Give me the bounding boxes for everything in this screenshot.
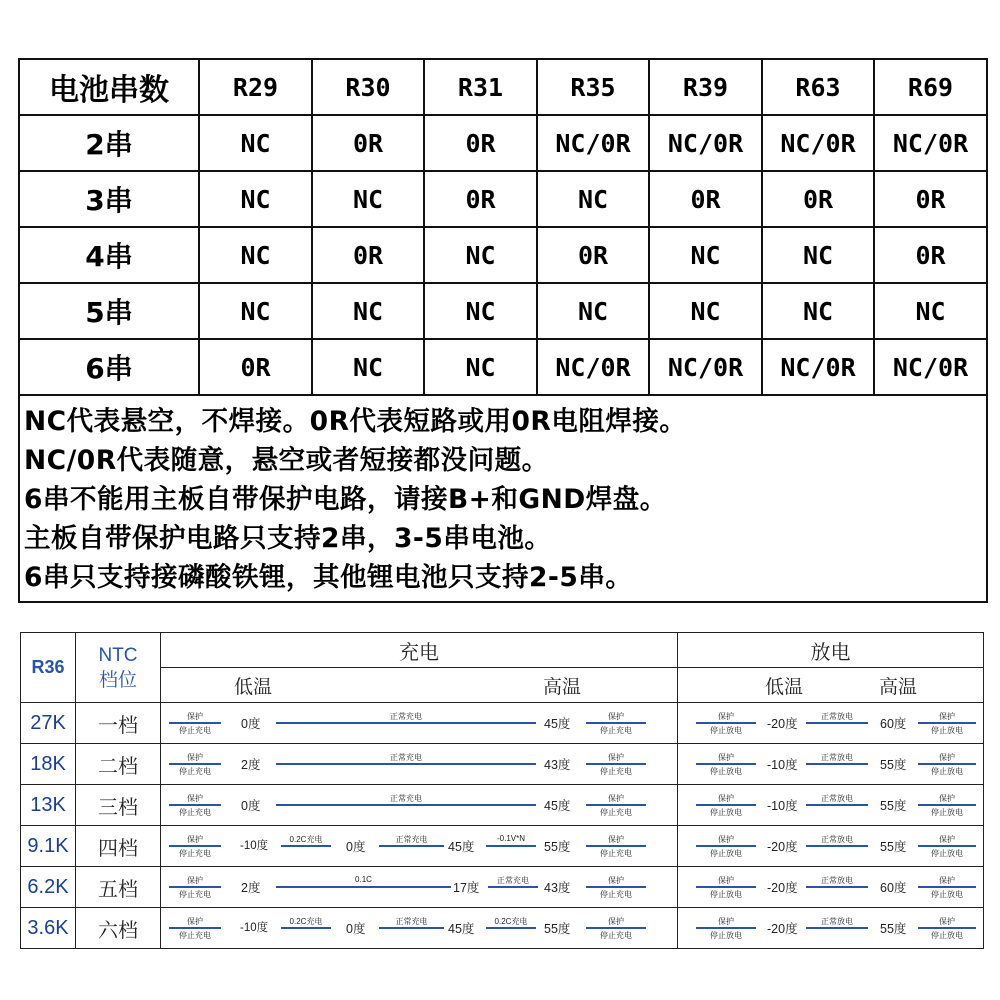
charge-protect-low-line — [169, 804, 221, 806]
table-cell: 0R — [649, 171, 762, 227]
charge-protect-high-sublabel: 停止充电 — [600, 726, 632, 735]
table-cell: NC/0R — [762, 115, 874, 171]
table-row — [19, 283, 987, 339]
charge-normal-line — [276, 722, 536, 724]
charge-slow-high — [486, 826, 536, 866]
table-cell: NC — [199, 171, 312, 227]
discharge-protect-low — [696, 744, 756, 784]
discharge-normal-line — [806, 722, 868, 724]
charge-protect-low-sublabel: 停止充电 — [179, 890, 211, 899]
table-cell: NC/0R — [874, 339, 987, 395]
discharge-normal-line — [806, 804, 868, 806]
row-label: 4串 — [19, 227, 199, 283]
charge-protect-high — [586, 785, 646, 825]
table-cell: NC/0R — [649, 339, 762, 395]
charge-normal-label: 正常充电 — [390, 794, 422, 803]
discharge-protect-high — [918, 908, 976, 948]
charge-protect-high — [586, 826, 646, 866]
charge-protect-high-label: 保护 — [608, 835, 624, 844]
ntc-gear: 四档 — [76, 826, 161, 867]
charge-slow-high-label: 0.2C充电 — [494, 917, 528, 926]
discharge-protect-low-sublabel: 停止放电 — [710, 767, 742, 776]
charge-protect-high-label: 保护 — [608, 876, 624, 885]
discharge-protect-high-sublabel: 停止放电 — [931, 890, 963, 899]
discharge-protect-high — [918, 785, 976, 825]
discharge-high-temp-value: 55度 — [880, 922, 907, 936]
charge-normal-label: 正常充电 — [390, 753, 422, 762]
row-label: 6串 — [19, 339, 199, 395]
discharge-normal-line — [806, 886, 868, 888]
note-line: 主板自带保护电路只支持2串，3-5串电池。 — [24, 523, 552, 554]
discharge-high-temp: 高温 — [879, 677, 918, 698]
charge-protect-high-label: 保护 — [608, 753, 624, 762]
r36-value: 13K — [21, 785, 76, 826]
note-line: NC代表悬空，不焊接。0R代表短路或用0R电阻焊接。 — [24, 406, 687, 437]
charge-protect-high-label: 保护 — [608, 712, 624, 721]
charge-low-temp-value: 0度 — [241, 717, 261, 731]
ntc-header-line1: NTC — [98, 644, 138, 666]
discharge-normal — [806, 826, 868, 866]
charge-protect-low — [169, 867, 221, 907]
discharge-normal-line — [806, 927, 868, 929]
charge-low-temp-value: 2度 — [241, 758, 261, 772]
discharge-protect-high-line — [918, 763, 976, 765]
r36-value: 18K — [21, 744, 76, 785]
header-cell: R35 — [537, 59, 649, 115]
discharge-protect-low-label: 保护 — [718, 753, 734, 762]
charge-protect-high — [586, 908, 646, 948]
discharge-bar — [678, 744, 983, 784]
charge-header: 充电 — [161, 633, 678, 668]
ntc-header-row — [21, 633, 984, 668]
header-cell: R63 — [762, 59, 874, 115]
charge-max-temp-value: 55度 — [544, 922, 571, 936]
table-cell: 0R — [762, 171, 874, 227]
resistor-config-table — [18, 58, 988, 603]
notes-cell — [19, 395, 987, 602]
table-cell: NC — [762, 283, 874, 339]
note-line: 6串只支持接磷酸铁锂，其他锂电池只支持2-5串。 — [24, 562, 633, 593]
charge-protect-low-label: 保护 — [187, 712, 203, 721]
discharge-bar — [678, 785, 983, 825]
discharge-normal — [806, 703, 868, 743]
header-cell: R39 — [649, 59, 762, 115]
charge-normal — [379, 826, 444, 866]
discharge-normal — [806, 744, 868, 784]
discharge-normal-label: 正常放电 — [821, 794, 853, 803]
header-cell: 电池串数 — [19, 59, 199, 115]
discharge-protect-high-line — [918, 845, 976, 847]
table-cell: NC — [424, 283, 537, 339]
discharge-protect-high — [918, 744, 976, 784]
discharge-protect-low-line — [696, 886, 756, 888]
header-cell: R29 — [199, 59, 312, 115]
charge-protect-low — [169, 744, 221, 784]
discharge-normal — [806, 908, 868, 948]
charge-protect-low — [169, 908, 221, 948]
discharge-normal-line — [806, 763, 868, 765]
table-cell: 0R — [424, 115, 537, 171]
charge-bar — [161, 744, 677, 784]
table-row — [21, 867, 984, 908]
discharge-high-temp-value: 55度 — [880, 840, 907, 854]
table-cell: NC/0R — [537, 115, 649, 171]
charge-protect-high-sublabel: 停止充电 — [600, 890, 632, 899]
table-cell: 0R — [874, 171, 987, 227]
r36-value: 27K — [21, 703, 76, 744]
r36-value: 3.6K — [21, 908, 76, 949]
discharge-normal — [806, 785, 868, 825]
discharge-protect-low — [696, 908, 756, 948]
discharge-subheader — [678, 668, 984, 703]
discharge-low-temp-value: -10度 — [767, 758, 798, 772]
charge-slow-high-label: -0.1V*N — [496, 834, 525, 843]
discharge-protect-low-label: 保护 — [718, 835, 734, 844]
discharge-protect-low — [696, 785, 756, 825]
charge-protect-high-line — [586, 845, 646, 847]
charge-normal-label: 正常充电 — [390, 712, 422, 721]
charge-slow-low-label: 0.2C充电 — [289, 917, 323, 926]
charge-slow-high-line — [486, 927, 536, 929]
discharge-protect-low-line — [696, 927, 756, 929]
ntc-gear: 五档 — [76, 867, 161, 908]
charge-mid-temp-value: 17度 — [453, 881, 480, 895]
ntc-gear: 二档 — [76, 744, 161, 785]
discharge-protect-high-label: 保护 — [939, 712, 955, 721]
charge-normal — [276, 744, 536, 784]
charge-bar — [161, 908, 677, 948]
r36-value: 9.1K — [21, 826, 76, 867]
table-cell: NC — [424, 339, 537, 395]
note-line: NC/0R代表随意，悬空或者短接都没问题。 — [24, 445, 549, 476]
discharge-low-temp: 低温 — [765, 677, 804, 698]
charge-slow-label: 0.1C — [355, 875, 372, 884]
charge-protect-low-line — [169, 886, 221, 888]
table-cell: 0R — [424, 171, 537, 227]
discharge-normal-label: 正常放电 — [821, 876, 853, 885]
discharge-protect-high — [918, 826, 976, 866]
table-row — [19, 171, 987, 227]
charge-mid-temp-value: 0度 — [346, 840, 366, 854]
discharge-protect-high-sublabel: 停止放电 — [931, 849, 963, 858]
charge-normal-line — [379, 845, 444, 847]
charge-protect-low — [169, 826, 221, 866]
discharge-header: 放电 — [678, 633, 984, 668]
discharge-protect-high-label: 保护 — [939, 794, 955, 803]
discharge-protect-low-line — [696, 804, 756, 806]
table-row — [21, 826, 984, 867]
table-cell: NC/0R — [537, 339, 649, 395]
charge-normal-label: 正常充电 — [497, 876, 529, 885]
header-cell: R69 — [874, 59, 987, 115]
charge-high-temp-value: 45度 — [448, 840, 475, 854]
table-row — [19, 227, 987, 283]
discharge-normal-label: 正常放电 — [821, 917, 853, 926]
charge-protect-high — [586, 744, 646, 784]
discharge-protect-high-line — [918, 886, 976, 888]
discharge-low-temp-value: -20度 — [767, 717, 798, 731]
discharge-protect-high-line — [918, 804, 976, 806]
table-cell: NC — [874, 283, 987, 339]
charge-mid-temp-value: 0度 — [346, 922, 366, 936]
table-cell: NC — [424, 227, 537, 283]
charge-protect-low-line — [169, 927, 221, 929]
discharge-low-temp-value: -10度 — [767, 799, 798, 813]
charge-slow-line — [276, 886, 451, 888]
ntc-table-wrap — [20, 632, 983, 949]
table-row — [21, 785, 984, 826]
charge-protect-low-label: 保护 — [187, 876, 203, 885]
discharge-protect-high-label: 保护 — [939, 835, 955, 844]
discharge-normal — [806, 867, 868, 907]
table-cell: NC — [312, 339, 424, 395]
charge-high-temp-value: 45度 — [448, 922, 475, 936]
charge-protect-low-sublabel: 停止充电 — [179, 726, 211, 735]
ntc-gear-header — [76, 633, 161, 703]
table-cell: NC — [762, 227, 874, 283]
discharge-protect-low-sublabel: 停止放电 — [710, 931, 742, 940]
charge-slow — [276, 867, 451, 907]
table-cell: 0R — [312, 115, 424, 171]
discharge-protect-high-sublabel: 停止放电 — [931, 767, 963, 776]
charge-normal-line — [379, 927, 444, 929]
discharge-protect-low-line — [696, 845, 756, 847]
discharge-protect-low-line — [696, 722, 756, 724]
discharge-protect-low — [696, 867, 756, 907]
charge-normal — [276, 703, 536, 743]
discharge-normal-line — [806, 845, 868, 847]
notes-row — [19, 395, 987, 602]
charge-normal-label: 正常充电 — [395, 917, 428, 926]
charge-protect-low-line — [169, 722, 221, 724]
charge-normal-line — [276, 763, 536, 765]
discharge-protect-high — [918, 703, 976, 743]
discharge-normal-label: 正常放电 — [821, 712, 853, 721]
table-cell: NC — [649, 227, 762, 283]
charge-slow-low — [281, 826, 331, 866]
discharge-protect-high-line — [918, 927, 976, 929]
charge-high-temp-value: 43度 — [544, 758, 571, 772]
discharge-protect-high-line — [918, 722, 976, 724]
ntc-header-line2: 档位 — [98, 669, 137, 691]
note-line: 6串不能用主板自带保护电路，请接B+和GND焊盘。 — [24, 484, 667, 515]
charge-protect-high-line — [586, 763, 646, 765]
charge-max-temp-value: 55度 — [544, 840, 571, 854]
charge-protect-low-label: 保护 — [187, 753, 203, 762]
charge-bar — [161, 703, 677, 743]
charge-normal — [276, 785, 536, 825]
table-cell: NC — [312, 283, 424, 339]
discharge-protect-high — [918, 867, 976, 907]
discharge-high-temp-value: 55度 — [880, 758, 907, 772]
charge-high-temp-value: 45度 — [544, 717, 571, 731]
discharge-high-temp-value: 55度 — [880, 799, 907, 813]
charge-bar — [161, 826, 677, 866]
charge-slow-low — [281, 908, 331, 948]
charge-protect-low-line — [169, 845, 221, 847]
discharge-protect-high-sublabel: 停止放电 — [931, 726, 963, 735]
charge-protect-high — [586, 703, 646, 743]
charge-normal — [488, 867, 538, 907]
charge-protect-high-sublabel: 停止充电 — [600, 767, 632, 776]
charge-protect-high — [586, 867, 646, 907]
discharge-bar — [678, 826, 983, 866]
table-row — [19, 115, 987, 171]
charge-protect-low-sublabel: 停止充电 — [179, 931, 211, 940]
discharge-protect-low-line — [696, 763, 756, 765]
charge-protect-low-label: 保护 — [187, 794, 203, 803]
charge-protect-high-label: 保护 — [608, 794, 624, 803]
discharge-protect-low — [696, 703, 756, 743]
charge-high-temp-value: 45度 — [544, 799, 571, 813]
discharge-protect-low-label: 保护 — [718, 794, 734, 803]
discharge-bar — [678, 867, 983, 907]
charge-protect-high-sublabel: 停止充电 — [600, 808, 632, 817]
table-cell: 0R — [537, 227, 649, 283]
table-row — [21, 908, 984, 949]
charge-normal-line — [276, 804, 536, 806]
charge-low-temp-value: 2度 — [241, 881, 261, 895]
discharge-high-temp-value: 60度 — [880, 717, 907, 731]
charge-protect-high-label: 保护 — [608, 917, 624, 926]
charge-normal-label: 正常充电 — [395, 835, 428, 844]
row-label: 2串 — [19, 115, 199, 171]
charge-protect-low-sublabel: 停止充电 — [179, 767, 211, 776]
ntc-gear: 一档 — [76, 703, 161, 744]
charge-normal-line — [488, 886, 538, 888]
charge-slow-high — [486, 908, 536, 948]
table-row — [21, 703, 984, 744]
charge-slow-low-label: 0.2C充电 — [289, 835, 323, 844]
table-cell: NC — [537, 283, 649, 339]
charge-protect-high-line — [586, 722, 646, 724]
discharge-protect-high-sublabel: 停止放电 — [931, 808, 963, 817]
ntc-gear: 三档 — [76, 785, 161, 826]
charge-normal — [379, 908, 444, 948]
table-cell: NC — [199, 283, 312, 339]
charge-subheader — [161, 668, 678, 703]
charge-slow-high-line — [486, 845, 536, 847]
discharge-protect-low-sublabel: 停止放电 — [710, 849, 742, 858]
table-cell: NC/0R — [762, 339, 874, 395]
discharge-low-temp-value: -20度 — [767, 922, 798, 936]
charge-protect-low-sublabel: 停止充电 — [179, 808, 211, 817]
table-cell: NC — [649, 283, 762, 339]
table-cell: NC/0R — [649, 115, 762, 171]
r36-header: R36 — [21, 633, 76, 703]
discharge-protect-low-sublabel: 停止放电 — [710, 808, 742, 817]
resistor-config-table-wrap — [18, 58, 986, 603]
ntc-temperature-table — [20, 632, 984, 949]
discharge-normal-label: 正常放电 — [821, 753, 853, 762]
charge-protect-low-label: 保护 — [187, 835, 203, 844]
discharge-bar — [678, 908, 983, 948]
discharge-protect-high-label: 保护 — [939, 753, 955, 762]
table-header-row — [19, 59, 987, 115]
charge-low-temp-value: -10度 — [240, 840, 269, 852]
charge-protect-high-sublabel: 停止充电 — [600, 849, 632, 858]
discharge-protect-low-label: 保护 — [718, 876, 734, 885]
table-cell: NC — [199, 227, 312, 283]
discharge-protect-high-sublabel: 停止放电 — [931, 931, 963, 940]
discharge-protect-low-label: 保护 — [718, 712, 734, 721]
discharge-bar — [678, 703, 983, 743]
discharge-protect-low-label: 保护 — [718, 917, 734, 926]
charge-bar — [161, 785, 677, 825]
header-cell: R30 — [312, 59, 424, 115]
row-label: 5串 — [19, 283, 199, 339]
discharge-protect-low-sublabel: 停止放电 — [710, 890, 742, 899]
row-label: 3串 — [19, 171, 199, 227]
table-cell: NC — [312, 171, 424, 227]
ntc-gear: 六档 — [76, 908, 161, 949]
charge-protect-high-sublabel: 停止充电 — [600, 931, 632, 940]
discharge-protect-high-label: 保护 — [939, 917, 955, 926]
discharge-protect-low — [696, 826, 756, 866]
charge-protect-high-line — [586, 886, 646, 888]
table-cell: 0R — [199, 339, 312, 395]
charge-low-temp: 低温 — [234, 677, 273, 698]
table-row — [21, 744, 984, 785]
charge-slow-low-line — [281, 927, 331, 929]
charge-protect-low-sublabel: 停止充电 — [179, 849, 211, 858]
charge-low-temp-value: 0度 — [241, 799, 261, 813]
table-row — [19, 339, 987, 395]
discharge-low-temp-value: -20度 — [767, 840, 798, 854]
table-cell: 0R — [874, 227, 987, 283]
charge-protect-low — [169, 703, 221, 743]
charge-protect-low-line — [169, 763, 221, 765]
discharge-low-temp-value: -20度 — [767, 881, 798, 895]
table-cell: 0R — [312, 227, 424, 283]
discharge-protect-high-label: 保护 — [939, 876, 955, 885]
charge-high-temp-value: 43度 — [544, 881, 571, 895]
table-cell: NC — [537, 171, 649, 227]
r36-value: 6.2K — [21, 867, 76, 908]
charge-protect-low-label: 保护 — [187, 917, 203, 926]
charge-low-temp-value: -10度 — [240, 922, 269, 934]
charge-protect-high-line — [586, 927, 646, 929]
discharge-normal-label: 正常放电 — [821, 835, 853, 844]
charge-slow-low-line — [281, 845, 331, 847]
charge-protect-low — [169, 785, 221, 825]
charge-protect-high-line — [586, 804, 646, 806]
discharge-high-temp-value: 60度 — [880, 881, 907, 895]
table-cell: NC — [199, 115, 312, 171]
table-cell: NC/0R — [874, 115, 987, 171]
ntc-subheader-row — [21, 668, 984, 703]
discharge-protect-low-sublabel: 停止放电 — [710, 726, 742, 735]
header-cell: R31 — [424, 59, 537, 115]
charge-bar — [161, 867, 677, 907]
charge-high-temp: 高温 — [543, 677, 582, 698]
